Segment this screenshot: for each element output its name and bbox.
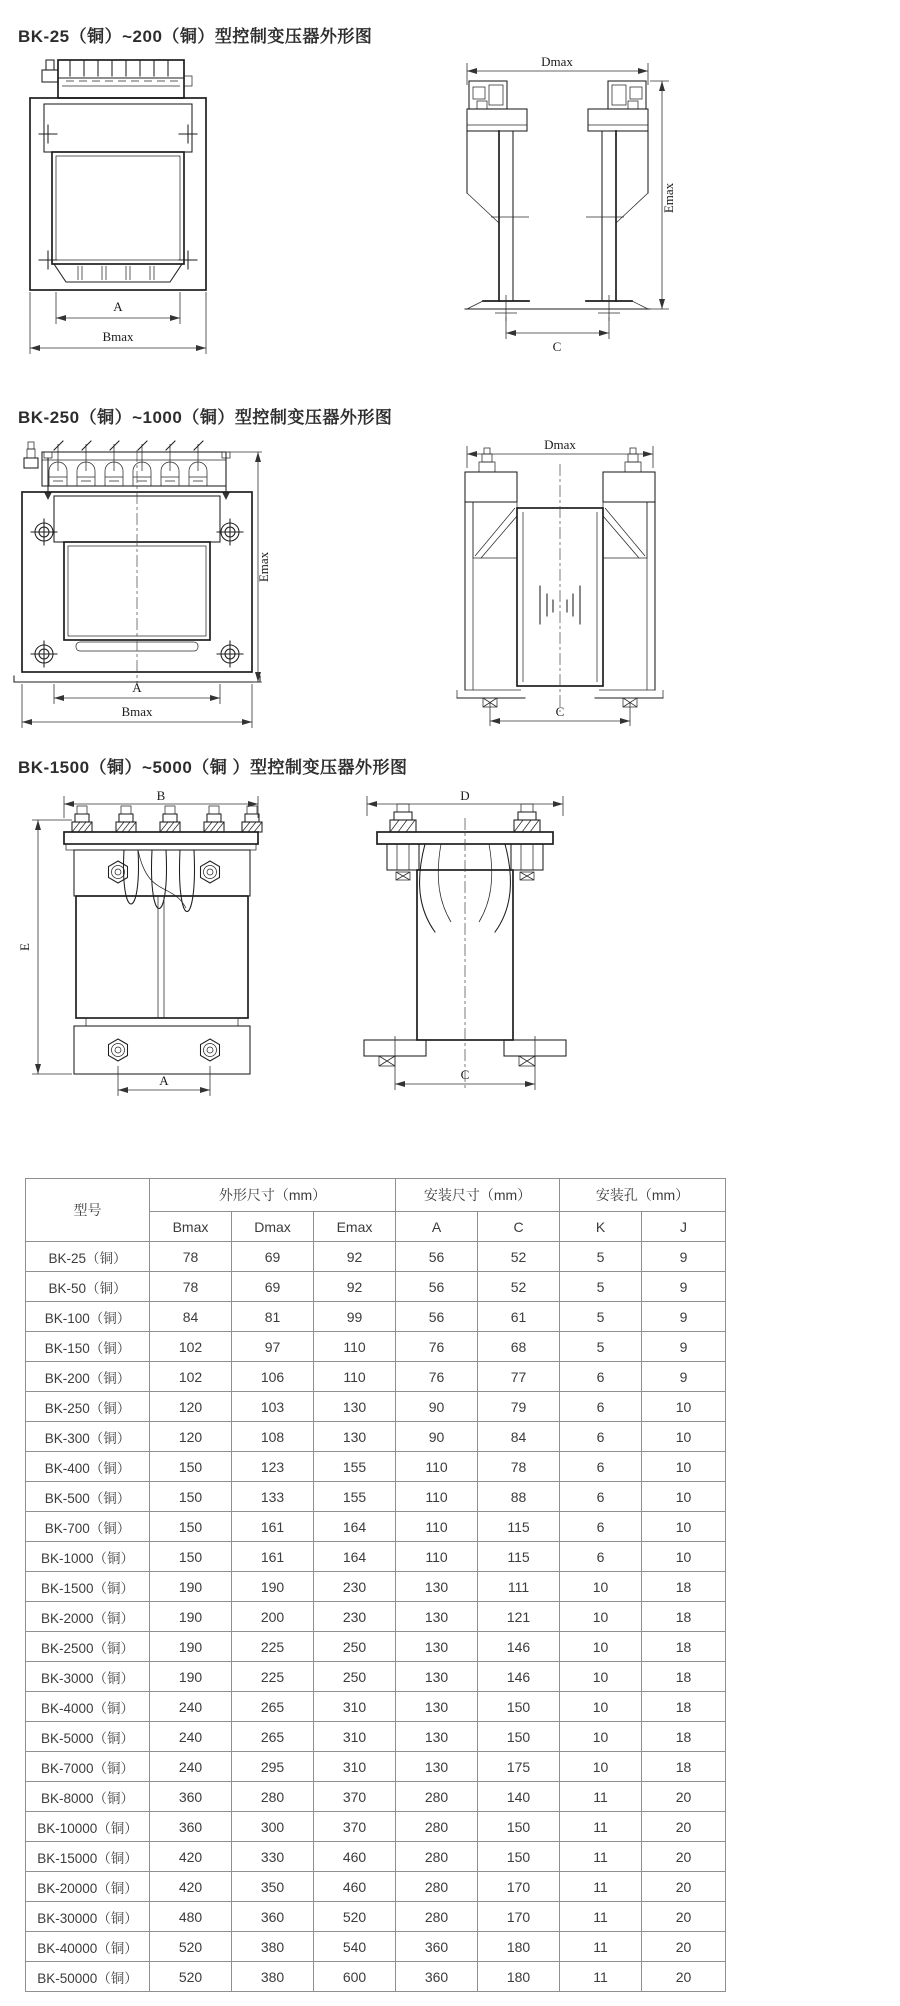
cell-emax: 99 bbox=[314, 1302, 396, 1332]
cell-dmax: 69 bbox=[232, 1242, 314, 1272]
fig1-side-view-drawing bbox=[445, 55, 675, 355]
cell-model: BK-8000（铜） bbox=[26, 1782, 150, 1812]
col-header-bmax: Bmax bbox=[150, 1212, 232, 1242]
cell-dmax: 133 bbox=[232, 1482, 314, 1512]
cell-emax: 110 bbox=[314, 1362, 396, 1392]
cell-model: BK-700（铜） bbox=[26, 1512, 150, 1542]
cell-dmax: 69 bbox=[232, 1272, 314, 1302]
table-row bbox=[26, 1242, 726, 1272]
table-row bbox=[26, 1602, 726, 1632]
cell-bmax: 190 bbox=[150, 1632, 232, 1662]
cell-model: BK-150（铜） bbox=[26, 1332, 150, 1362]
cell-c: 68 bbox=[478, 1332, 560, 1362]
cell-model: BK-50（铜） bbox=[26, 1272, 150, 1302]
cell-bmax: 520 bbox=[150, 1932, 232, 1962]
cell-bmax: 78 bbox=[150, 1272, 232, 1302]
cell-a: 56 bbox=[396, 1302, 478, 1332]
cell-a: 110 bbox=[396, 1512, 478, 1542]
cell-dmax: 350 bbox=[232, 1872, 314, 1902]
table-row bbox=[26, 1332, 726, 1362]
cell-emax: 164 bbox=[314, 1512, 396, 1542]
cell-model: BK-2500（铜） bbox=[26, 1632, 150, 1662]
spec-table bbox=[25, 1178, 726, 1992]
cell-a: 76 bbox=[396, 1332, 478, 1362]
cell-emax: 370 bbox=[314, 1782, 396, 1812]
col-header-emax: Emax bbox=[314, 1212, 396, 1242]
cell-emax: 130 bbox=[314, 1392, 396, 1422]
cell-a: 280 bbox=[396, 1872, 478, 1902]
cell-j: 10 bbox=[642, 1392, 726, 1422]
cell-j: 9 bbox=[642, 1242, 726, 1272]
table-row bbox=[26, 1842, 726, 1872]
cell-k: 6 bbox=[560, 1542, 642, 1572]
cell-emax: 370 bbox=[314, 1812, 396, 1842]
table-row bbox=[26, 1542, 726, 1572]
section2-heading: BK-250（铜）~1000（铜）型控制变压器外形图 bbox=[18, 408, 393, 427]
cell-bmax: 240 bbox=[150, 1692, 232, 1722]
table-row bbox=[26, 1782, 726, 1812]
cell-dmax: 330 bbox=[232, 1842, 314, 1872]
cell-j: 20 bbox=[642, 1962, 726, 1992]
table-row bbox=[26, 1872, 726, 1902]
cell-bmax: 520 bbox=[150, 1962, 232, 1992]
spec-table-body bbox=[26, 1242, 726, 1992]
cell-k: 10 bbox=[560, 1662, 642, 1692]
cell-c: 150 bbox=[478, 1812, 560, 1842]
cell-k: 5 bbox=[560, 1242, 642, 1272]
fig3-dim-c-label: C bbox=[460, 1067, 470, 1082]
cell-model: BK-30000（铜） bbox=[26, 1902, 150, 1932]
cell-dmax: 190 bbox=[232, 1572, 314, 1602]
cell-a: 130 bbox=[396, 1722, 478, 1752]
cell-dmax: 380 bbox=[232, 1962, 314, 1992]
cell-c: 180 bbox=[478, 1932, 560, 1962]
table-row bbox=[26, 1272, 726, 1302]
cell-k: 11 bbox=[560, 1782, 642, 1812]
table-row bbox=[26, 1452, 726, 1482]
cell-a: 90 bbox=[396, 1422, 478, 1452]
table-row bbox=[26, 1752, 726, 1782]
fig2-dim-c-label: C bbox=[555, 704, 565, 719]
cell-j: 18 bbox=[642, 1632, 726, 1662]
cell-k: 5 bbox=[560, 1332, 642, 1362]
cell-bmax: 240 bbox=[150, 1752, 232, 1782]
table-row bbox=[26, 1572, 726, 1602]
cell-j: 18 bbox=[642, 1752, 726, 1782]
cell-c: 115 bbox=[478, 1512, 560, 1542]
cell-a: 280 bbox=[396, 1812, 478, 1842]
cell-a: 130 bbox=[396, 1632, 478, 1662]
cell-j: 20 bbox=[642, 1932, 726, 1962]
cell-bmax: 190 bbox=[150, 1602, 232, 1632]
cell-j: 18 bbox=[642, 1662, 726, 1692]
table-row bbox=[26, 1812, 726, 1842]
cell-c: 150 bbox=[478, 1692, 560, 1722]
fig1-dim-a-label: A bbox=[113, 299, 123, 314]
cell-bmax: 102 bbox=[150, 1332, 232, 1362]
cell-emax: 250 bbox=[314, 1632, 396, 1662]
cell-bmax: 420 bbox=[150, 1842, 232, 1872]
fig1-dim-emax-label: Emax bbox=[661, 182, 676, 214]
cell-k: 5 bbox=[560, 1272, 642, 1302]
cell-j: 10 bbox=[642, 1452, 726, 1482]
cell-j: 10 bbox=[642, 1512, 726, 1542]
cell-k: 6 bbox=[560, 1452, 642, 1482]
cell-model: BK-500（铜） bbox=[26, 1482, 150, 1512]
cell-c: 146 bbox=[478, 1662, 560, 1692]
cell-j: 20 bbox=[642, 1902, 726, 1932]
cell-j: 18 bbox=[642, 1572, 726, 1602]
cell-model: BK-7000（铜） bbox=[26, 1752, 150, 1782]
cell-c: 150 bbox=[478, 1722, 560, 1752]
cell-a: 130 bbox=[396, 1692, 478, 1722]
cell-emax: 164 bbox=[314, 1542, 396, 1572]
cell-emax: 130 bbox=[314, 1422, 396, 1452]
cell-j: 9 bbox=[642, 1362, 726, 1392]
fig2-dim-emax-label: Emax bbox=[256, 551, 271, 583]
cell-dmax: 106 bbox=[232, 1362, 314, 1392]
cell-emax: 92 bbox=[314, 1272, 396, 1302]
cell-model: BK-25（铜） bbox=[26, 1242, 150, 1272]
cell-bmax: 120 bbox=[150, 1392, 232, 1422]
cell-c: 180 bbox=[478, 1962, 560, 1992]
cell-model: BK-3000（铜） bbox=[26, 1662, 150, 1692]
cell-dmax: 97 bbox=[232, 1332, 314, 1362]
cell-j: 10 bbox=[642, 1422, 726, 1452]
group-header-mounting-dims: 安装尺寸（mm） bbox=[396, 1179, 560, 1212]
cell-k: 11 bbox=[560, 1902, 642, 1932]
cell-model: BK-40000（铜） bbox=[26, 1932, 150, 1962]
cell-emax: 155 bbox=[314, 1452, 396, 1482]
cell-c: 84 bbox=[478, 1422, 560, 1452]
cell-model: BK-50000（铜） bbox=[26, 1962, 150, 1992]
cell-dmax: 265 bbox=[232, 1692, 314, 1722]
cell-model: BK-1500（铜） bbox=[26, 1572, 150, 1602]
cell-k: 6 bbox=[560, 1512, 642, 1542]
col-header-j: J bbox=[642, 1212, 726, 1242]
cell-c: 115 bbox=[478, 1542, 560, 1572]
fig3-front-view-drawing bbox=[17, 788, 265, 1105]
cell-model: BK-20000（铜） bbox=[26, 1872, 150, 1902]
cell-k: 11 bbox=[560, 1872, 642, 1902]
cell-j: 10 bbox=[642, 1542, 726, 1572]
cell-k: 6 bbox=[560, 1422, 642, 1452]
cell-dmax: 108 bbox=[232, 1422, 314, 1452]
cell-model: BK-300（铜） bbox=[26, 1422, 150, 1452]
cell-dmax: 161 bbox=[232, 1542, 314, 1572]
table-row bbox=[26, 1692, 726, 1722]
cell-k: 10 bbox=[560, 1572, 642, 1602]
cell-a: 110 bbox=[396, 1542, 478, 1572]
table-row bbox=[26, 1962, 726, 1992]
table-row bbox=[26, 1632, 726, 1662]
fig2-dim-bmax-label: Bmax bbox=[121, 704, 153, 719]
cell-dmax: 265 bbox=[232, 1722, 314, 1752]
cell-a: 130 bbox=[396, 1602, 478, 1632]
cell-c: 170 bbox=[478, 1902, 560, 1932]
cell-c: 52 bbox=[478, 1242, 560, 1272]
table-row bbox=[26, 1362, 726, 1392]
col-header-c: C bbox=[478, 1212, 560, 1242]
cell-a: 130 bbox=[396, 1662, 478, 1692]
cell-dmax: 103 bbox=[232, 1392, 314, 1422]
cell-a: 360 bbox=[396, 1962, 478, 1992]
cell-j: 20 bbox=[642, 1782, 726, 1812]
cell-j: 18 bbox=[642, 1722, 726, 1752]
fig3-dim-b-label: B bbox=[156, 788, 166, 803]
cell-bmax: 360 bbox=[150, 1782, 232, 1812]
cell-bmax: 150 bbox=[150, 1482, 232, 1512]
cell-bmax: 190 bbox=[150, 1662, 232, 1692]
group-header-outline-dims: 外形尺寸（mm） bbox=[150, 1179, 396, 1212]
cell-j: 18 bbox=[642, 1602, 726, 1632]
cell-emax: 310 bbox=[314, 1752, 396, 1782]
cell-k: 6 bbox=[560, 1392, 642, 1422]
cell-emax: 600 bbox=[314, 1962, 396, 1992]
cell-j: 20 bbox=[642, 1812, 726, 1842]
cell-c: 52 bbox=[478, 1272, 560, 1302]
cell-k: 10 bbox=[560, 1752, 642, 1782]
cell-k: 10 bbox=[560, 1602, 642, 1632]
col-header-k: K bbox=[560, 1212, 642, 1242]
col-header-a: A bbox=[396, 1212, 478, 1242]
cell-c: 78 bbox=[478, 1452, 560, 1482]
cell-model: BK-2000（铜） bbox=[26, 1602, 150, 1632]
cell-emax: 540 bbox=[314, 1932, 396, 1962]
cell-k: 10 bbox=[560, 1722, 642, 1752]
table-row bbox=[26, 1482, 726, 1512]
cell-c: 88 bbox=[478, 1482, 560, 1512]
cell-a: 110 bbox=[396, 1482, 478, 1512]
cell-emax: 520 bbox=[314, 1902, 396, 1932]
cell-a: 110 bbox=[396, 1452, 478, 1482]
group-header-mounting-holes: 安装孔（mm） bbox=[560, 1179, 726, 1212]
cell-emax: 92 bbox=[314, 1242, 396, 1272]
fig1-front-view-drawing bbox=[18, 52, 218, 362]
cell-emax: 110 bbox=[314, 1332, 396, 1362]
cell-emax: 250 bbox=[314, 1662, 396, 1692]
cell-bmax: 78 bbox=[150, 1242, 232, 1272]
cell-bmax: 360 bbox=[150, 1812, 232, 1842]
table-row bbox=[26, 1902, 726, 1932]
cell-dmax: 360 bbox=[232, 1902, 314, 1932]
cell-j: 20 bbox=[642, 1842, 726, 1872]
fig3-dim-e-label: E bbox=[17, 943, 32, 951]
cell-k: 11 bbox=[560, 1962, 642, 1992]
cell-dmax: 123 bbox=[232, 1452, 314, 1482]
cell-a: 76 bbox=[396, 1362, 478, 1392]
cell-c: 79 bbox=[478, 1392, 560, 1422]
cell-a: 56 bbox=[396, 1242, 478, 1272]
cell-emax: 230 bbox=[314, 1602, 396, 1632]
cell-bmax: 120 bbox=[150, 1422, 232, 1452]
cell-dmax: 81 bbox=[232, 1302, 314, 1332]
cell-emax: 230 bbox=[314, 1572, 396, 1602]
cell-a: 280 bbox=[396, 1902, 478, 1932]
cell-model: BK-10000（铜） bbox=[26, 1812, 150, 1842]
cell-j: 9 bbox=[642, 1302, 726, 1332]
cell-bmax: 150 bbox=[150, 1512, 232, 1542]
cell-j: 20 bbox=[642, 1872, 726, 1902]
cell-c: 77 bbox=[478, 1362, 560, 1392]
table-row bbox=[26, 1662, 726, 1692]
cell-c: 140 bbox=[478, 1782, 560, 1812]
cell-emax: 155 bbox=[314, 1482, 396, 1512]
cell-emax: 460 bbox=[314, 1842, 396, 1872]
cell-bmax: 150 bbox=[150, 1452, 232, 1482]
cell-dmax: 225 bbox=[232, 1632, 314, 1662]
cell-k: 10 bbox=[560, 1632, 642, 1662]
table-row bbox=[26, 1302, 726, 1332]
cell-emax: 310 bbox=[314, 1722, 396, 1752]
fig3-side-view-drawing bbox=[355, 790, 575, 1105]
fig1-dim-c-label: C bbox=[552, 339, 562, 354]
cell-model: BK-5000（铜） bbox=[26, 1722, 150, 1752]
cell-k: 6 bbox=[560, 1362, 642, 1392]
cell-bmax: 150 bbox=[150, 1542, 232, 1572]
fig1-dim-bmax-label: Bmax bbox=[102, 329, 134, 344]
cell-c: 150 bbox=[478, 1842, 560, 1872]
cell-bmax: 420 bbox=[150, 1872, 232, 1902]
col-header-dmax: Dmax bbox=[232, 1212, 314, 1242]
cell-model: BK-1000（铜） bbox=[26, 1542, 150, 1572]
cell-dmax: 280 bbox=[232, 1782, 314, 1812]
table-row bbox=[26, 1512, 726, 1542]
cell-c: 170 bbox=[478, 1872, 560, 1902]
cell-j: 18 bbox=[642, 1692, 726, 1722]
cell-j: 9 bbox=[642, 1272, 726, 1302]
cell-k: 5 bbox=[560, 1302, 642, 1332]
cell-dmax: 161 bbox=[232, 1512, 314, 1542]
cell-k: 11 bbox=[560, 1932, 642, 1962]
cell-dmax: 295 bbox=[232, 1752, 314, 1782]
fig2-side-view-drawing bbox=[455, 438, 665, 733]
table-row bbox=[26, 1392, 726, 1422]
cell-c: 111 bbox=[478, 1572, 560, 1602]
cell-a: 56 bbox=[396, 1272, 478, 1302]
cell-bmax: 102 bbox=[150, 1362, 232, 1392]
cell-emax: 460 bbox=[314, 1872, 396, 1902]
cell-a: 280 bbox=[396, 1782, 478, 1812]
cell-model: BK-4000（铜） bbox=[26, 1692, 150, 1722]
fig3-dim-a-label: A bbox=[159, 1073, 169, 1088]
cell-j: 10 bbox=[642, 1482, 726, 1512]
section3-heading: BK-1500（铜）~5000（铜 ）型控制变压器外形图 bbox=[18, 758, 408, 777]
cell-dmax: 300 bbox=[232, 1812, 314, 1842]
cell-a: 130 bbox=[396, 1752, 478, 1782]
cell-a: 130 bbox=[396, 1572, 478, 1602]
cell-bmax: 84 bbox=[150, 1302, 232, 1332]
cell-model: BK-100（铜） bbox=[26, 1302, 150, 1332]
table-row bbox=[26, 1422, 726, 1452]
cell-model: BK-15000（铜） bbox=[26, 1842, 150, 1872]
cell-dmax: 380 bbox=[232, 1932, 314, 1962]
cell-c: 146 bbox=[478, 1632, 560, 1662]
cell-bmax: 240 bbox=[150, 1722, 232, 1752]
fig2-dim-a-label: A bbox=[132, 680, 142, 695]
cell-model: BK-400（铜） bbox=[26, 1452, 150, 1482]
fig3-dim-d-label: D bbox=[460, 788, 470, 803]
cell-k: 10 bbox=[560, 1692, 642, 1722]
cell-model: BK-250（铜） bbox=[26, 1392, 150, 1422]
section1-heading: BK-25（铜）~200（铜）型控制变压器外形图 bbox=[18, 27, 373, 46]
cell-model: BK-200（铜） bbox=[26, 1362, 150, 1392]
fig2-dim-dmax-label: Dmax bbox=[544, 437, 576, 452]
cell-c: 121 bbox=[478, 1602, 560, 1632]
cell-k: 11 bbox=[560, 1812, 642, 1842]
cell-k: 11 bbox=[560, 1842, 642, 1872]
table-row bbox=[26, 1722, 726, 1752]
cell-dmax: 200 bbox=[232, 1602, 314, 1632]
cell-a: 360 bbox=[396, 1932, 478, 1962]
cell-emax: 310 bbox=[314, 1692, 396, 1722]
cell-a: 90 bbox=[396, 1392, 478, 1422]
cell-c: 61 bbox=[478, 1302, 560, 1332]
cell-j: 9 bbox=[642, 1332, 726, 1362]
cell-a: 280 bbox=[396, 1842, 478, 1872]
table-row bbox=[26, 1932, 726, 1962]
col-header-model: 型号 bbox=[26, 1179, 150, 1242]
cell-bmax: 480 bbox=[150, 1902, 232, 1932]
cell-dmax: 225 bbox=[232, 1662, 314, 1692]
cell-k: 6 bbox=[560, 1482, 642, 1512]
cell-bmax: 190 bbox=[150, 1572, 232, 1602]
fig2-front-view-drawing bbox=[12, 436, 270, 736]
cell-c: 175 bbox=[478, 1752, 560, 1782]
fig1-dim-dmax-label: Dmax bbox=[541, 54, 573, 69]
